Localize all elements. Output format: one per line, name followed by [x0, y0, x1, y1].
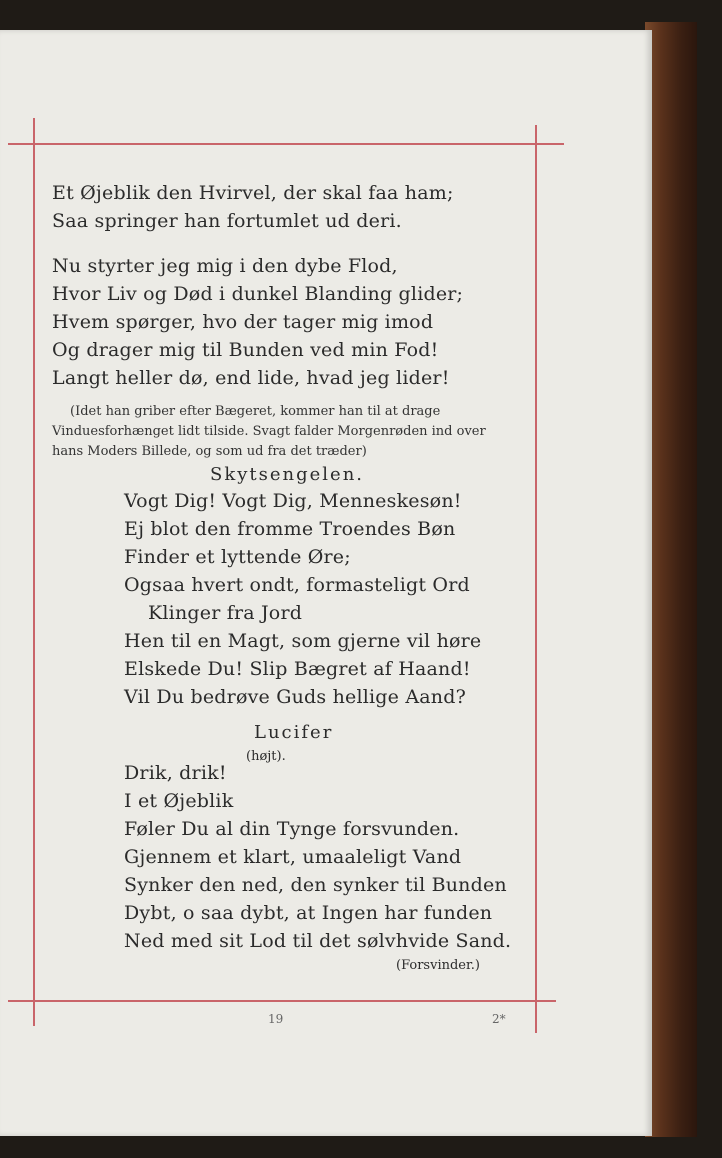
verse-line: Og drager mig til Bunden ved min Fod! [52, 339, 439, 361]
verse-line: Drik, drik! [124, 762, 227, 784]
verse-line: Vil Du bedrøve Guds hellige Aand? [124, 686, 466, 708]
page-number: 19 [268, 1012, 284, 1026]
border-rule-left [33, 118, 35, 1026]
stage-direction-line: (Idet han griber efter Bægeret, kommer han til at drage [70, 404, 441, 419]
verse-line: Klinger fra Jord [148, 602, 303, 624]
border-rule-bottom [8, 1000, 556, 1002]
verse-line: Ned med sit Lod til det sølvhvide Sand. [124, 930, 512, 952]
verse-line: Føler Du al din Tynge forsvunden. [124, 818, 460, 840]
verse-line: Langt heller dø, end lide, hvad jeg lider! [52, 367, 450, 389]
verse-line: I et Øjeblik [124, 790, 234, 812]
signature-mark: 2* [492, 1012, 506, 1026]
verse-line: Elskede Du! Slip Bægret af Haand! [124, 658, 471, 680]
border-rule-right [535, 125, 537, 1033]
verse-line: Finder et lyttende Øre; [124, 546, 351, 568]
border-rule-top [8, 143, 564, 145]
stage-direction-line: hans Moders Billede, og som ud fra det træder) [52, 444, 367, 459]
speaker-note: (højt). [246, 749, 286, 764]
exit-note: (Forsvinder.) [396, 958, 480, 973]
verse-line: Hen til en Magt, som gjerne vil høre [124, 630, 482, 652]
verse-line: Hvem spørger, hvo der tager mig imod [52, 311, 434, 333]
verse-line: Hvor Liv og Død i dunkel Blanding glider; [52, 283, 464, 305]
verse-line: Ogsaa hvert ondt, formasteligt Ord [124, 574, 470, 596]
verse-line: Ej blot den fromme Troendes Bøn [124, 518, 456, 540]
verse-line: Vogt Dig! Vogt Dig, Menneskesøn! [124, 490, 462, 512]
speaker-name: Skytsengelen. [210, 464, 365, 485]
verse-line: Saa springer han fortumlet ud deri. [52, 210, 402, 232]
verse-line: Synker den ned, den synker til Bunden [124, 874, 507, 896]
book-spine [645, 22, 697, 1137]
stage-direction-line: Vinduesforhænget lidt tilside. Svagt falder Morgenrøden ind over [52, 424, 486, 439]
verse-line: Nu styrter jeg mig i den dybe Flod, [52, 255, 398, 277]
verse-line: Dybt, o saa dybt, at Ingen har funden [124, 902, 493, 924]
verse-line: Et Øjeblik den Hvirvel, der skal faa ham; [52, 182, 454, 204]
speaker-name: Lucifer [254, 722, 334, 743]
book-page [0, 30, 652, 1136]
verse-line: Gjennem et klart, umaaleligt Vand [124, 846, 462, 868]
